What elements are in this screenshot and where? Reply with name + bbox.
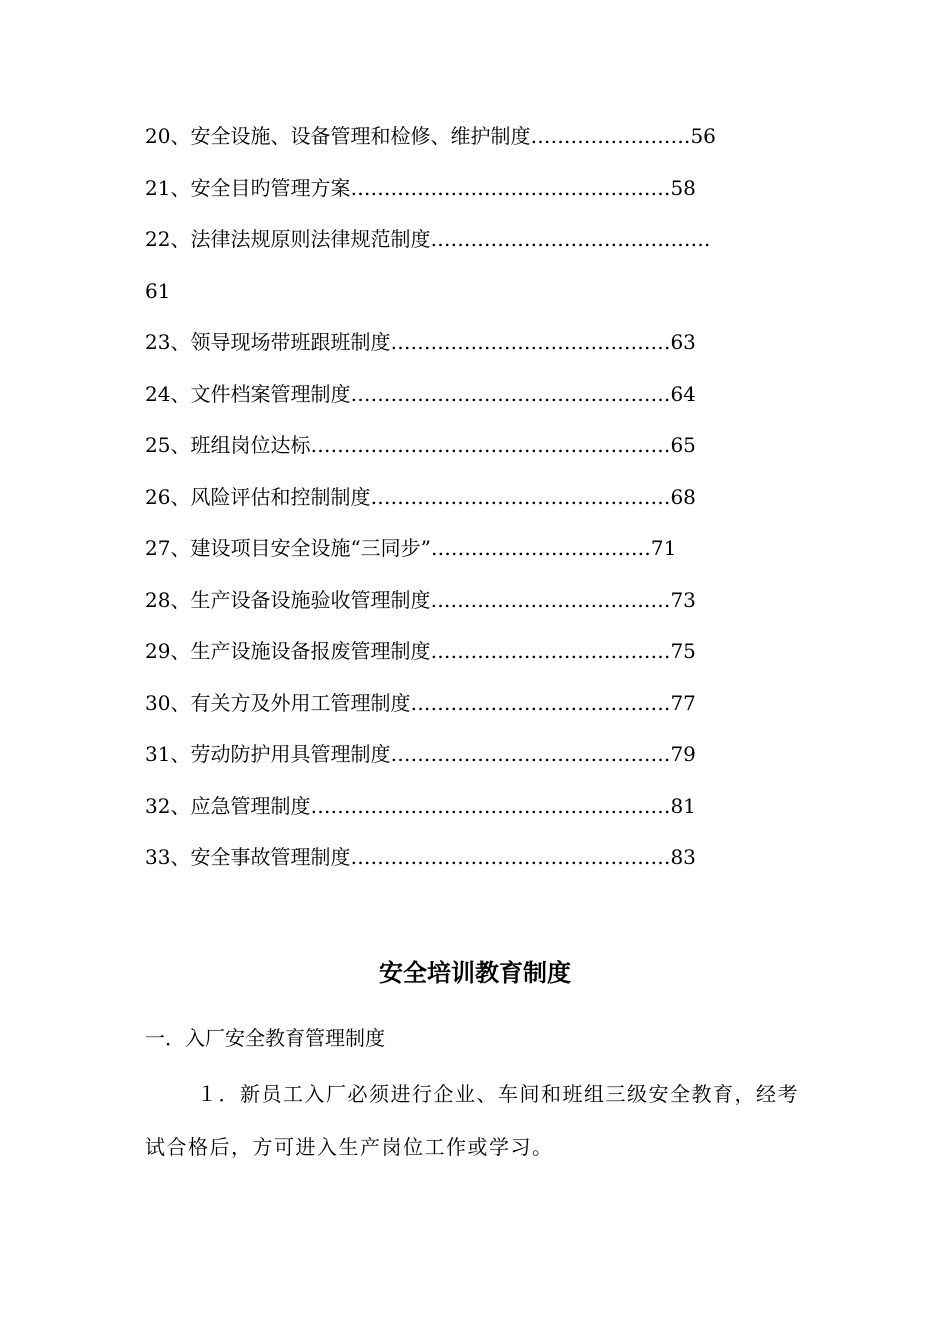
- toc-entry-23: 23、领导现场带班跟班制度……………………………………63: [145, 330, 696, 354]
- section-title: 安全培训教育制度: [379, 958, 571, 987]
- toc-entry-33: 33、安全事故管理制度…………………………………………83: [145, 845, 696, 869]
- toc-entry-30: 30、有关方及外用工管理制度…………………………………77: [145, 690, 696, 715]
- subheading: 一．入厂安全教育管理制度: [145, 1026, 385, 1050]
- toc-entry-22-page: 61: [145, 278, 171, 303]
- toc-entry-31: 31、劳动防护用具管理制度……………………………………79: [145, 742, 696, 766]
- toc-entry-25: 25、班组岗位达标………………………………………………65: [145, 433, 696, 457]
- toc-entry-29: 29、生产设施设备报废管理制度………………………………75: [145, 639, 696, 663]
- toc-entry-22: 22、法律法规原则法律规范制度……………………………………: [145, 227, 711, 251]
- toc-entry-28: 28、生产设备设施验收管理制度………………………………73: [145, 587, 696, 612]
- toc-entry-20: 20、安全设施、设备管理和检修、维护制度……………………56: [145, 124, 716, 148]
- toc-entry-24: 24、文件档案管理制度…………………………………………64: [145, 381, 696, 406]
- toc-entry-27: 27、建设项目安全设施“三同步”……………………………71: [145, 536, 677, 560]
- toc-entry-32: 32、应急管理制度………………………………………………81: [145, 793, 696, 818]
- body-paragraph: １．新员工入厂必须进行企业、车间和班组三级安全教育，经考试合格后，方可进入生产岗位工作或学习。: [145, 1082, 799, 1159]
- toc-entry-21: 21、安全目旳管理方案…………………………………………58: [145, 175, 696, 200]
- table-of-contents: [145, 118, 815, 891]
- toc-entry-26: 26、风险评估和控制制度………………………………………68: [145, 484, 696, 509]
